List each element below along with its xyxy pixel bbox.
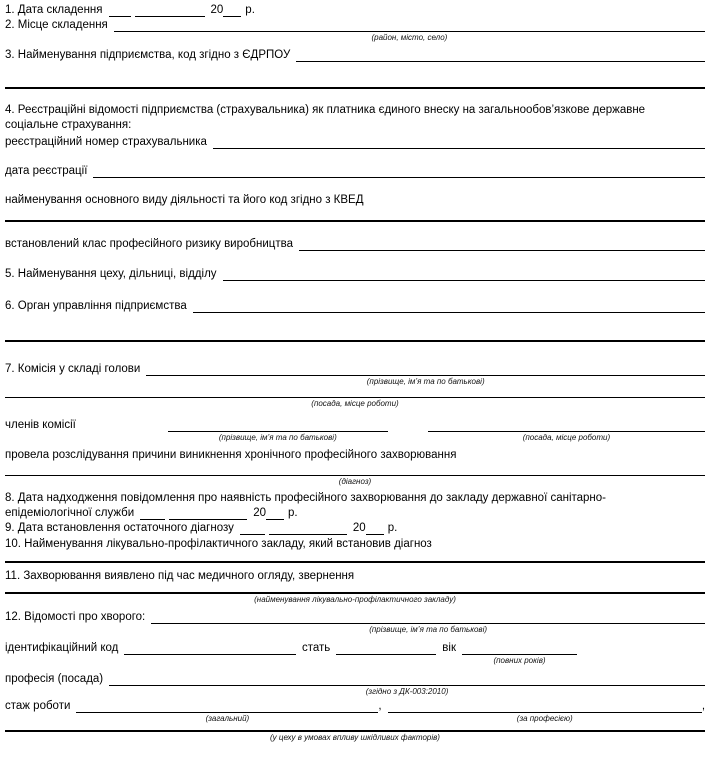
profession-caption: (згідно з ДК-003:2010) (365, 687, 449, 696)
item5-row (5, 267, 705, 282)
age-label: вік (442, 642, 456, 654)
management-continuation-line (5, 340, 705, 342)
commission-head-position-field (5, 397, 705, 409)
item3-label: 3. Найменування підприємства, код згідно з ЄДРПОУ (5, 49, 291, 61)
patient-name-blank (151, 610, 705, 624)
facility-name-field (5, 592, 705, 605)
diagnosis-year-prefix: 20 (352, 522, 366, 534)
notice-day-blank (140, 506, 165, 520)
comma-separator-2: , (701, 700, 706, 712)
notice-year-prefix: 20 (253, 507, 266, 519)
commission-head-blank (146, 362, 705, 376)
profession-blank (109, 672, 705, 686)
commission-head-position-caption: (посада, місце роботи) (311, 399, 399, 408)
year-prefix: 20 (210, 4, 224, 16)
diagnosis-month-blank (269, 521, 347, 535)
comma-separator-1: , (378, 700, 382, 712)
experience-total-blank (76, 699, 378, 713)
reg-date-row (5, 164, 705, 179)
place-caption: (район, місто, село) (371, 33, 448, 42)
reg-number-blank (213, 135, 705, 149)
harmful-factors-caption: (у цеху в умовах впливу шкідливих факторів) (270, 733, 440, 742)
experience-profession-blank (388, 699, 702, 713)
date-day-blank (109, 3, 131, 17)
members-row (5, 418, 705, 443)
item10-text: 10. Найменування лікувально-профілактичного закладу, який встановив діагноз (5, 538, 432, 550)
age-caption: (повних років) (493, 656, 546, 665)
member-name-caption: (прізвище, ім’я та по батькові) (218, 433, 337, 442)
age-blank (462, 641, 577, 655)
item12-row (5, 610, 705, 635)
item4-line2: соціальне страхування: (5, 119, 132, 131)
experience-total-caption: (загальний) (205, 714, 250, 723)
item8-line2-label: епідеміологічної служби (5, 507, 135, 519)
item12-label: 12. Відомості про хворого: (5, 611, 146, 623)
diagnosis-year-suffix: р. (387, 522, 398, 534)
item2-label: 2. Місце складення (5, 19, 108, 31)
item8-line1: 8. Дата надходження повідомлення про наявність професійного захворювання до закладу державної санітарно- (5, 492, 607, 504)
item8-line2-row (5, 506, 705, 521)
date-month-blank (135, 3, 205, 17)
profession-field (109, 672, 705, 697)
experience-total-field (76, 699, 378, 724)
item11-text: 11. Захворювання виявлено під час медичного огляду, звернення (5, 570, 355, 582)
item7-label: 7. Комісія у складі голови (5, 363, 141, 375)
facility-blank-line (5, 561, 705, 563)
risk-class-label: встановлений клас професійного ризику виробництва (5, 238, 293, 250)
item7-row (5, 362, 705, 387)
diagnosis-field (5, 475, 705, 487)
gender-blank (336, 641, 436, 655)
profession-row (5, 672, 705, 697)
kved-blank-line (5, 220, 705, 222)
item5-label: 5. Найменування цеху, дільниці, відділу (5, 268, 217, 280)
member-position-field (428, 418, 705, 443)
reg-number-label: реєстраційний номер страхувальника (5, 136, 207, 148)
reg-number-row (5, 135, 705, 150)
members-label: членів комісії (5, 419, 76, 431)
facility-name-caption: (найменування лікувально-профілактичного закладу) (254, 595, 456, 604)
reg-date-blank (93, 164, 705, 178)
patient-name-field (151, 610, 705, 635)
profession-label: професія (посада) (5, 673, 104, 685)
notice-month-blank (169, 506, 247, 520)
date-year-blank (223, 3, 241, 17)
patient-name-caption: (прізвище, ім’я та по батькові) (369, 625, 488, 634)
risk-class-blank (299, 237, 705, 251)
notice-year-suffix: р. (287, 507, 298, 519)
member-position-caption: (посада, місце роботи) (522, 433, 611, 442)
item2-row (5, 18, 705, 43)
enterprise-continuation-line (5, 87, 705, 89)
item9-row (5, 521, 705, 536)
place-field (114, 18, 705, 43)
harmful-factors-field (5, 730, 705, 743)
id-code-label: ідентифікаційний код (5, 642, 119, 654)
item4-line1: 4. Реєстраційні відомості підприємства (страхувальника) як платника єдиного внеску на загальнообов’язкове державне (5, 104, 646, 116)
item6-row (5, 299, 705, 314)
commission-head-field (146, 362, 705, 387)
notice-year-blank (266, 506, 284, 520)
experience-profession-caption: (за професією) (516, 714, 573, 723)
diagnosis-year-blank (366, 521, 384, 535)
commission-head-caption: (прізвище, ім’я та по батькові) (366, 377, 485, 386)
member-name-field (168, 418, 388, 443)
place-blank (114, 18, 705, 32)
item3-row (5, 48, 705, 63)
experience-profession-field (388, 699, 702, 724)
member-name-blank (168, 418, 388, 432)
year-suffix: р. (245, 4, 255, 16)
gender-label: стать (302, 642, 331, 654)
enterprise-name-blank (296, 48, 705, 62)
workshop-blank (223, 267, 705, 281)
diagnosis-caption: (діагноз) (338, 477, 372, 486)
item4-paragraph (5, 103, 705, 133)
item9-label: 9. Дата встановлення остаточного діагнозу (5, 522, 234, 534)
kved-label: найменування основного виду діяльності та його код згідно з КВЕД (5, 194, 364, 206)
id-code-blank (124, 641, 296, 655)
item1-row (5, 3, 705, 18)
patient-details-row (5, 641, 705, 666)
member-position-blank (428, 418, 705, 432)
experience-row (5, 699, 705, 724)
age-field (462, 641, 577, 666)
management-body-blank (193, 299, 705, 313)
item1-label: 1. Дата складення (5, 4, 103, 16)
investigation-text: провела розслідування причини виникнення хронічного професійного захворювання (5, 449, 457, 461)
risk-class-row (5, 237, 705, 252)
item6-label: 6. Орган управління підприємства (5, 300, 187, 312)
diagnosis-day-blank (240, 521, 265, 535)
experience-label: стаж роботи (5, 700, 71, 712)
reg-date-label: дата реєстрації (5, 165, 88, 177)
